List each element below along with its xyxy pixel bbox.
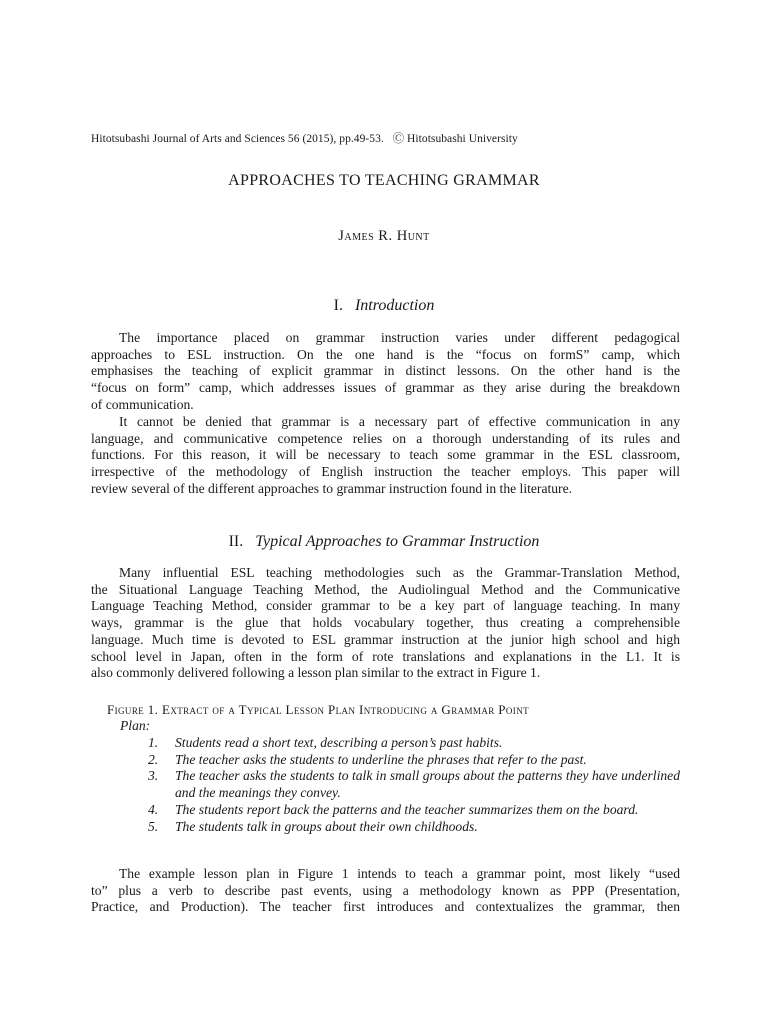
section-number: I. <box>333 297 343 314</box>
paragraph-approaches-2 <box>91 866 680 916</box>
text-line: ways, grammar is the glue that holds vocabulary together, thus creating a comprehensible <box>91 615 680 631</box>
paragraph-approaches-1 <box>91 565 680 682</box>
step-text: The teacher asks the students to talk in small groups about the patterns they have underlined and the meanings they convey. <box>175 768 680 801</box>
running-head: Hitotsubashi Journal of Arts and Sciences 56 (2015), pp.49-53. Ⓒ Hitotsubashi University <box>91 133 518 145</box>
step-text: The teacher asks the students to underline the phrases that refer to the past. <box>175 751 587 767</box>
step-number: 1. <box>148 735 159 750</box>
text-line: language, and communicative competence relies on a thorough understanding of its rules and <box>91 430 680 446</box>
text-line: Many influential ESL teaching methodologies such as the Grammar-Translation Method, <box>119 565 680 580</box>
list-item <box>120 735 680 752</box>
text-line: Language Teaching Method, consider grammar to be a key part of language teaching. In many <box>91 598 680 614</box>
step-text: Students read a short text, describing a person’s past habits. <box>175 735 503 750</box>
section-title: Typical Approaches to Grammar Instruction <box>255 533 540 550</box>
step-text: The students talk in groups about their own childhoods. <box>175 818 478 834</box>
text-line: to” plus a verb to describe past events, using a methodology known as PPP (Presentation, <box>91 882 680 898</box>
text-line: language. Much time is devoted to ESL grammar instruction at the junior high school and high <box>91 631 680 647</box>
step-number: 4. <box>148 801 159 817</box>
figure-caption: Figure 1. Extract of a Typical Lesson Plan Introducing a Grammar Point <box>107 702 530 717</box>
text-line: functions. For this reason, it will be necessary to teach some grammar in the ESL classroom, <box>91 447 680 463</box>
text-line: emphasises the teaching of explicit grammar in distinct lessons. On the other hand is the <box>91 363 680 379</box>
text-line: irrespective of the methodology of English instruction the teacher employs. This paper will <box>91 464 680 480</box>
step-number: 2. <box>148 751 159 767</box>
step-number: 3. <box>148 768 159 784</box>
section-heading-typical-approaches <box>0 533 768 551</box>
text-line: review several of the different approaches to grammar instruction found in the literature. <box>91 480 573 496</box>
text-line: of communication. <box>91 396 194 412</box>
text-line: “focus on form” camp, which addresses issues of grammar as they arise during the breakdown <box>91 380 680 396</box>
text-line: school level in Japan, often in the form of rote translations and explanations in the L1. It is <box>91 648 680 664</box>
paragraph-intro-2 <box>91 414 680 498</box>
paragraph-intro-1 <box>91 330 680 414</box>
step-number: 5. <box>148 818 159 834</box>
list-item <box>120 768 680 801</box>
text-line: The example lesson plan in Figure 1 intends to teach a grammar point, most likely “used <box>119 866 680 881</box>
text-line: also commonly delivered following a lesson plan similar to the extract in Figure 1. <box>91 665 541 681</box>
list-item <box>120 752 680 769</box>
lesson-plan-steps <box>120 735 680 835</box>
plan-label: Plan: <box>120 718 151 733</box>
text-line: It cannot be denied that grammar is a necessary part of effective communication in any <box>119 414 680 429</box>
author-name: James R. Hunt <box>338 228 430 244</box>
section-title: Introduction <box>354 297 435 314</box>
text-line: The importance placed on grammar instruction varies under different pedagogical <box>119 330 680 345</box>
step-text: The students report back the patterns and the teacher summarizes them on the board. <box>175 801 639 817</box>
section-number: II. <box>228 533 244 550</box>
text-line: approaches to ESL instruction. On the one hand is the “focus on formS” camp, which <box>91 346 680 362</box>
section-heading-introduction <box>0 297 768 315</box>
text-line: Practice, and Production). The teacher first introduces and contextualizes the grammar, then <box>91 899 680 915</box>
list-item <box>120 802 680 819</box>
list-item <box>120 819 680 836</box>
paper-title: APPROACHES TO TEACHING GRAMMAR <box>228 172 540 189</box>
text-line: the Situational Language Teaching Method, the Audiolingual Method and the Communicative <box>91 581 680 597</box>
